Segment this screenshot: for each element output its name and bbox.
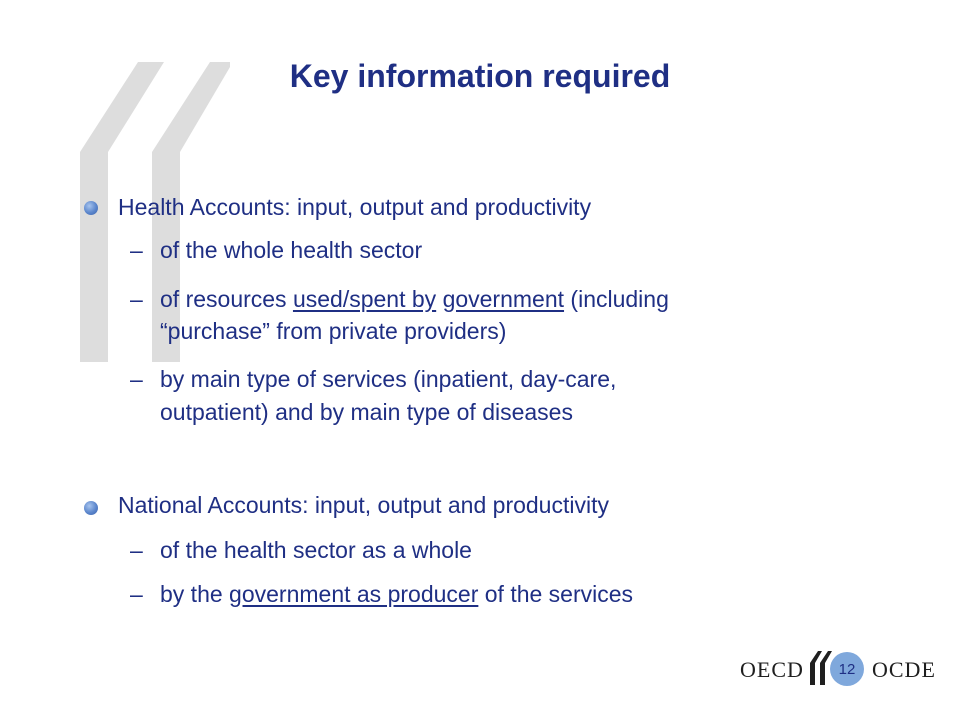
bullet-dot-icon xyxy=(84,201,98,215)
bullet-dot-icon xyxy=(84,501,98,515)
underlined-government-as-producer: government as producer xyxy=(229,581,479,607)
dash-icon: – xyxy=(130,537,143,563)
subitem-health-sector-whole: of the health sector as a whole xyxy=(160,537,472,563)
underlined-government: government xyxy=(442,286,565,312)
bullet-health-accounts: Health Accounts: input, output and productivity xyxy=(118,194,592,220)
underlined-used-spent-by: used/spent by xyxy=(292,286,437,312)
page-number-badge: 12 xyxy=(830,652,864,686)
dash-icon: – xyxy=(130,581,143,607)
subitem-government-producer: by the government as producer of the services xyxy=(160,581,634,607)
subitem-resources-line1: of resources used/spent by government (including xyxy=(160,286,669,312)
dash-icon: – xyxy=(130,237,143,263)
subitem-resources-line2: “purchase” from private providers) xyxy=(160,318,507,344)
subitem-services-line1: by main type of services (inpatient, day-care, xyxy=(160,366,617,392)
subitem-services-line2: outpatient) and by main type of diseases xyxy=(160,399,573,425)
subitem-whole-health-sector: of the whole health sector xyxy=(160,237,423,263)
dash-icon: – xyxy=(130,366,143,392)
dash-icon: – xyxy=(130,286,143,312)
slide-title: Key information required xyxy=(289,58,671,94)
logo-text-oecd: OECD xyxy=(740,657,804,682)
bullet-national-accounts: National Accounts: input, output and productivity xyxy=(118,492,609,518)
logo-text-ocde: OCDE xyxy=(872,657,936,682)
